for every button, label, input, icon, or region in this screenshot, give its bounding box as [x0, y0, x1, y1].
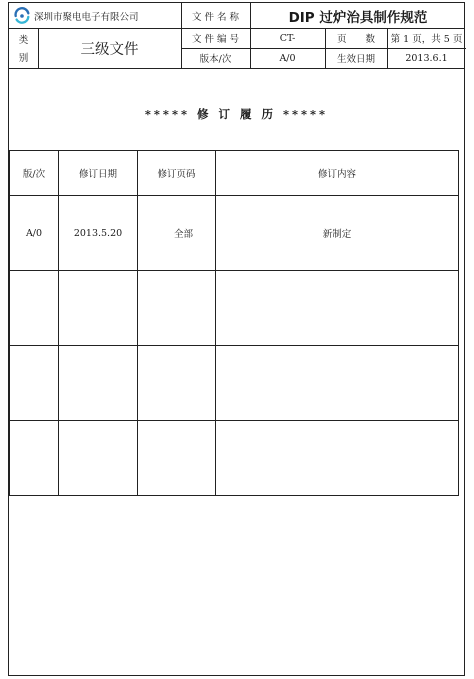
column-header: 修订日期	[59, 151, 138, 196]
document-title	[250, 3, 466, 28]
category-label-top-text: 类	[18, 34, 29, 46]
document-header	[9, 3, 464, 69]
doc-number-value	[250, 28, 325, 48]
page-count-label	[325, 28, 387, 48]
doc-name-label-text: 文 件 名 称	[191, 11, 240, 23]
effective-date-value-text: 2013.6.1	[405, 52, 448, 64]
table-cell	[59, 421, 138, 496]
table-cell: 2013.5.20	[59, 196, 138, 271]
table-row	[10, 196, 459, 271]
table-header-row	[10, 151, 459, 196]
page-count-value	[387, 28, 466, 48]
version-label	[181, 48, 250, 68]
company-name-text: 深圳市聚电电子有限公司	[34, 11, 139, 23]
category-label-bottom-text: 别	[18, 52, 29, 64]
table-cell	[10, 271, 59, 346]
table-cell	[216, 421, 459, 496]
table-cell	[216, 346, 459, 421]
table-cell: 全部	[138, 196, 216, 271]
company-logo-icon	[13, 7, 31, 25]
page-count-label-text: 页 数	[336, 34, 375, 45]
table-row	[10, 421, 459, 496]
column-header: 修订页码	[138, 151, 216, 196]
document-level	[38, 28, 181, 68]
table-cell	[59, 271, 138, 346]
table-row	[10, 271, 459, 346]
effective-date-value	[387, 48, 466, 68]
table-cell	[10, 346, 59, 421]
category-label-top	[9, 31, 38, 46]
revision-table	[9, 150, 459, 496]
document-title-text: DIP 过炉治具制作规范	[288, 9, 428, 26]
table-cell	[59, 346, 138, 421]
table-cell	[10, 421, 59, 496]
table-cell	[138, 346, 216, 421]
page-count-value-text: 第 1 页，共 5 页	[390, 34, 463, 45]
table-row	[10, 346, 459, 421]
column-header: 版/次	[10, 151, 59, 196]
document-level-text: 三级文件	[80, 41, 139, 58]
revision-history-heading: ***** 修 订 履 历 *****	[144, 107, 329, 121]
category-label-bottom	[9, 49, 38, 64]
effective-date-label	[325, 48, 387, 68]
effective-date-label-text: 生效日期	[336, 54, 375, 65]
doc-name-label	[181, 3, 250, 28]
document-page	[8, 2, 465, 676]
table-cell: A/0	[10, 196, 59, 271]
table-cell	[138, 271, 216, 346]
table-cell	[138, 421, 216, 496]
doc-number-value-text: CT-	[279, 32, 296, 44]
table-cell: 新制定	[216, 196, 459, 271]
version-value	[250, 48, 325, 68]
doc-number-label	[181, 28, 250, 48]
version-value-text: A/0	[279, 52, 296, 64]
version-label-text: 版本/次	[199, 54, 232, 65]
table-cell	[216, 271, 459, 346]
column-header: 修订内容	[216, 151, 459, 196]
doc-number-label-text: 文 件 编 号	[191, 34, 240, 45]
company-name	[13, 3, 181, 28]
